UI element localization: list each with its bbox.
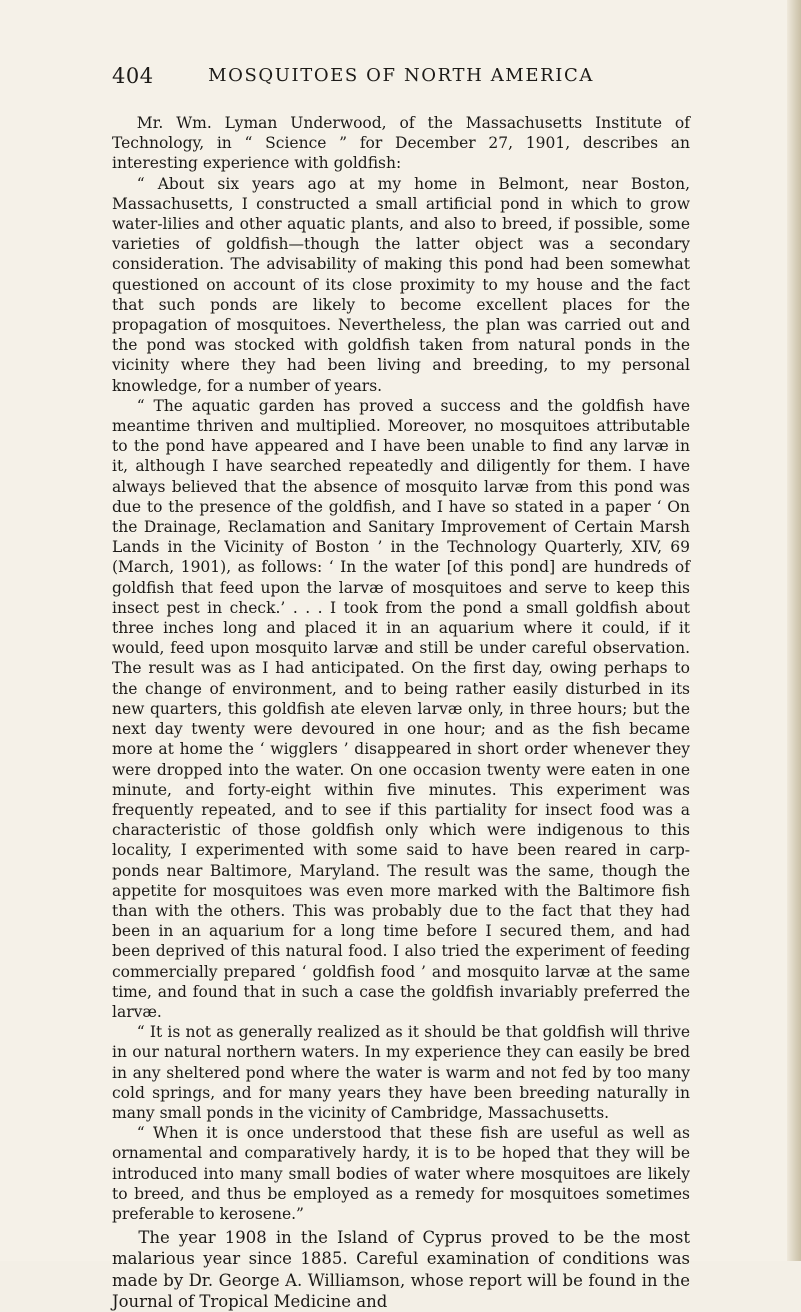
body-text: [112, 113, 690, 1312]
quote-paragraph-experiment: “ The aquatic garden has proved a success and the goldfish have meantime thriven and multiplied. Moreover, no mosquitoes attributable to the pond have appeared and I have been unable to find any larvæ in it, although I have searched repeatedly and diligently for them. I have always believed that the absence of mosquito larvæ from this pond was due to the presence of the goldfish, and I have so stated in a paper ‘ On the Drainage, Reclamation and Sanitary Improvement of Certain Marsh Lands in the Vicinity of Boston ’ in the Technology Quarterly, XIV, 69 (March, 1901), as follows: ‘ In the water [of this pond] are hundreds of goldfish that feed upon the larvæ of mosquitoes and serve to keep this insect pest in check.’ . . . I took from the pond a small goldfish about three inches long and placed it in an aquarium where it could, if it would, feed upon mosquito larvæ and still be under careful observation. The result was as I had anticipated. On the first day, owing perhaps to the change of environment, and to being rather easily disturbed in its new quarters, this goldfish ate eleven larvæ only, in three hours; but the next day twenty were devoured in one hour; and as the fish became more at home the ‘ wigglers ’ disappeared in short order whenever they were dropped into the water. On one occasion twenty were eaten in one minute, and forty-eight within five minutes. This experiment was frequently repeated, and to see if this partiality for insect food was a characteristic of those goldfish only which were indigenous to this locality, I experimented with some said to have been reared in carp-ponds near Baltimore, Maryland. The result was the same, though the appetite for mosquitoes was even more marked with the Baltimore fish than with the others. This was probably due to the fact that they had been in an aquarium for a long time before I secured them, and had been deprived of this natural food. I also tried the experiment of feeding commercially prepared ‘ goldfish food ’ and mosquito larvæ at the same time, and found that in such a case the goldfish invariably preferred the larvæ.: [112, 396, 690, 1021]
running-head: MOSQUITOES OF NORTH AMERICA: [208, 65, 594, 86]
page-header: [112, 64, 690, 94]
cyprus-paragraph: The year 1908 in the Island of Cyprus proved to be the most malarious year since 1885. Careful examination of conditions was made by Dr. George A. Williamson, whose report will be found in the Journal of Tropical Medicine and: [112, 1228, 690, 1311]
page-edge-shadow: [787, 0, 801, 1261]
quote-paragraph-northern-waters: “ It is not as generally realized as it should be that goldfish will thrive in our natural northern waters. In my experience they can easily be bred in any sheltered pond where the water is warm and not fed by too many cold springs, and for many years they have been breeding naturally in many small ponds in the vicinity of Cambridge, Massachusetts.: [112, 1023, 690, 1122]
quote-paragraph-conclusion: “ When it is once understood that these fish are useful as well as ornamental and comparatively hardy, it is to be hoped that they will be introduced into many small bodies of water where mosquitoes are likely to breed, and thus be employed as a remedy for mosquitoes sometimes preferable to kerosene.”: [112, 1124, 690, 1223]
quote-paragraph-pond: “ About six years ago at my home in Belmont, near Boston, Massachusetts, I constructed a small artificial pond in which to grow water-lilies and other aquatic plants, and also to breed, if possible, some varieties of goldfish—though the latter object was a secondary consideration. The advisability of making this pond had been somewhat questioned on account of its close proximity to my house and the fact that such ponds are likely to become excellent places for the propagation of mosquitoes. Nevertheless, the plan was carried out and the pond was stocked with goldfish taken from natural ponds in the vicinity where they had been living and breeding, to my personal knowledge, for a number of years.: [112, 174, 690, 395]
intro-paragraph: Mr. Wm. Lyman Underwood, of the Massachusetts Institute of Technology, in “ Science ” for December 27, 1901, describes an interesting experience with goldfish:: [112, 114, 690, 173]
page-number: 404: [112, 64, 154, 88]
